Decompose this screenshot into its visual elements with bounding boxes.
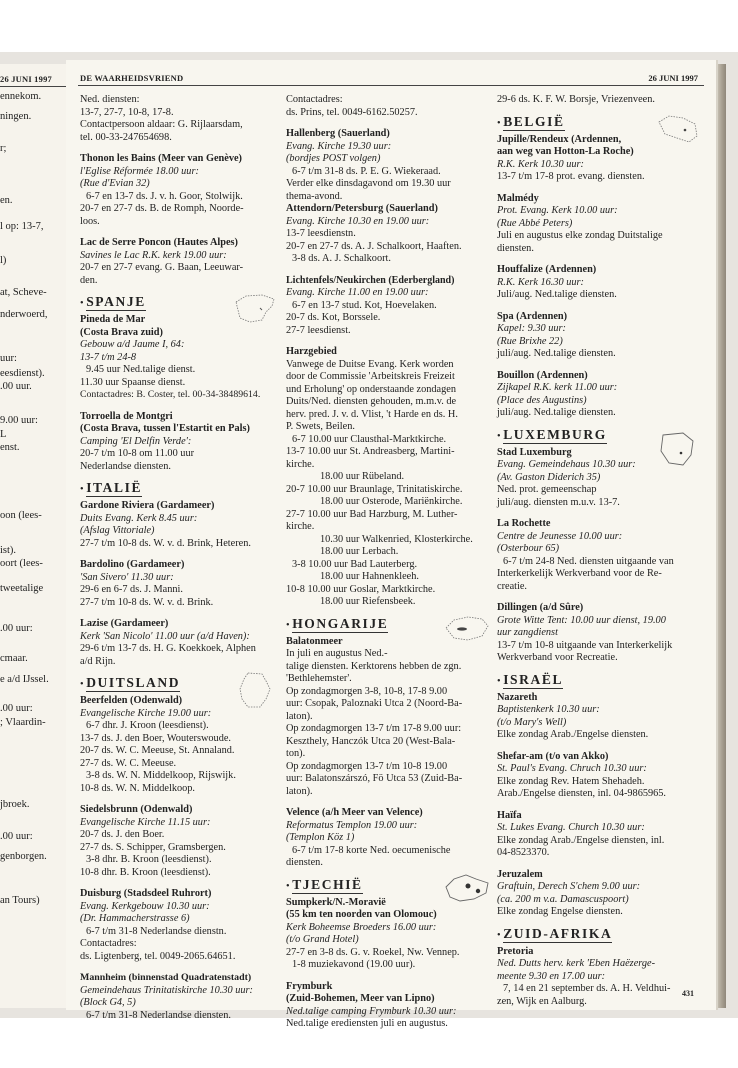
entry-title: Hallenberg (Sauerland) — [286, 128, 390, 139]
entry-pretoria — [497, 946, 701, 1009]
text-line: 6-7 t/m 24-8 Ned. diensten uitgaande van — [503, 555, 674, 567]
venue-line: 'San Sivero' 11.30 uur: — [80, 571, 174, 583]
venue-line: Ned. Dutts herv. kerk 'Eben Haëzerge- — [497, 958, 656, 969]
text-line: Op zondagmorgen 13-7 t/m 17-8 9.00 uur: — [286, 723, 462, 734]
venue-line: Kerk 'San Nicolo' 11.00 uur (a/d Haven): — [80, 630, 250, 642]
text-line: 27-7 t/m 10-8 ds. W. v. d. Brink. — [80, 596, 214, 608]
text-line: ds. Prins, tel. 0049-6162.50257. — [286, 106, 418, 118]
text-line: laton). — [286, 785, 313, 797]
text-line: 10.30 uur Walkenried, Klosterkirche. — [320, 533, 473, 545]
venue-line: Kerk Boheemse Broeders 16.00 uur: — [286, 921, 437, 933]
entry-title: Siedelsbrunn (Odenwald) — [80, 804, 193, 815]
text-line: 27-7 en 3-8 ds. G. v. Roekel, Nw. Vennep. — [286, 946, 460, 958]
text-line: 27-7 leesdienst. — [286, 324, 351, 336]
left-page-line: eesdienst). — [0, 368, 45, 379]
text-line: 18.00 uur Hahnenkleeh. — [320, 571, 419, 582]
text-line: Elke zondag Engelse diensten. — [497, 906, 623, 917]
text-line: 6-7 t/m 17-8 korte Ned. oecumenische — [292, 844, 451, 856]
venue-line: (t/o Grand Hotel) — [286, 934, 359, 945]
venue-line: Centre de Jeunesse 10.00 uur: — [497, 530, 623, 542]
text-line: kirche. — [286, 458, 315, 470]
entry-borsje — [497, 94, 701, 107]
country-heading-belgie — [497, 113, 701, 133]
venue-line: (Dr. Hammacherstrasse 6) — [80, 913, 190, 924]
country-heading-luxemburg — [497, 426, 701, 446]
venue-line: Evang. Gemeindehaus 10.30 uur: — [497, 459, 636, 470]
text-line: 10-8 dhr. B. Kroon (leesdienst). — [80, 866, 211, 878]
text-line: Elke zondag Arab./Engelse diensten, inl. — [497, 834, 665, 846]
text-line: 20-7 ds. Kot, Borssele. — [286, 312, 381, 323]
entry-title: Houffalize (Ardennen) — [497, 264, 597, 275]
entry-mannheim — [80, 972, 278, 1022]
text-line: 20-7 ds. J. den Boer. — [80, 829, 165, 840]
left-page-line: en. — [0, 195, 13, 206]
left-page-line: nderwoerd, — [0, 309, 48, 320]
text-line: door de Commissie 'Arbeitskreis Freizeit — [286, 371, 455, 382]
luxembourg-map-icon — [655, 431, 701, 469]
page-number: 431 — [682, 989, 694, 998]
text-line: Interkerkelijk Werkverband voor de Re- — [497, 568, 662, 579]
text-line: 11.30 uur Spaanse dienst. — [80, 376, 186, 388]
text-line: 6-7 en 13-7 ds. J. v. h. Goor, Stolwijk. — [86, 190, 243, 202]
country-heading-zuid-afrika — [497, 925, 701, 945]
text-line: uur: Balatonszárszó, Fö Utca 53 (Zuid-Ba- — [286, 773, 463, 784]
entry-title: Spa (Ardennen) — [497, 310, 568, 322]
text-line: Op zondagmorgen 3-8, 10-8, 17-8 9.00 — [286, 685, 448, 697]
entry-title: Jupille/Rendeux (Ardennen, — [497, 133, 622, 145]
bullet: • — [286, 880, 293, 892]
text-line: 13-7 ds. J. den Boer, Wouterswoude. — [80, 732, 231, 744]
text-line: 20-7 t/m 10-8 om 11.00 uur — [80, 448, 195, 459]
text-line: 27-7 ds. S. Schipper, Gramsbergen. — [80, 841, 226, 853]
text-line: 13-7 t/m 17-8 prot. evang. diensten. — [497, 171, 645, 182]
left-page-line: 9.00 uur: — [0, 415, 38, 426]
left-page-line: cmaar. — [0, 653, 28, 664]
venue-line: Evangelische Kirche 19.00 uur: — [80, 707, 212, 719]
header-rule — [78, 85, 704, 86]
bullet: • — [497, 117, 504, 129]
country-name: HONGARIJE — [292, 615, 389, 631]
text-line: a/d Rijn. — [80, 655, 116, 667]
text-line: P. Swets, Beilen. — [286, 421, 355, 432]
venue-line: (Rue Brixhe 22) — [497, 335, 563, 347]
text-line: 13-7 10.00 uur St. Andreasberg, Martini- — [286, 446, 455, 457]
left-page-line: tweetalige — [0, 583, 44, 594]
text-line: 18.00 uur Riefensbeek. — [320, 596, 416, 607]
venue-line: Kapel: 9.30 uur: — [497, 323, 566, 334]
entry-title: Torroella de Montgri — [80, 410, 173, 422]
country-heading-tsjechie — [286, 876, 490, 896]
entry-gardone — [80, 500, 278, 550]
country-heading-duitsland — [80, 677, 278, 694]
entry-thonon — [80, 153, 278, 228]
entry-bardolino — [80, 559, 278, 609]
text-line: ton). — [286, 748, 306, 759]
entry-title: Mannheim (binnenstad Quadratenstadt) — [80, 972, 252, 983]
bullet: • — [80, 679, 87, 690]
left-page-date: 26 JUNI 1997 — [0, 74, 52, 84]
entry-haifa — [497, 810, 701, 860]
entry-title: Nazareth — [497, 691, 538, 703]
page-edge — [716, 64, 726, 1008]
venue-line: Ned.talige camping Frymburk 10.30 uur: — [286, 1005, 457, 1017]
entry-title: Lac de Serre Poncon (Hautes Alpes) — [80, 237, 238, 248]
bullet: • — [80, 298, 87, 309]
text-line: 20-7 10.00 uur Braunlage, Trinitatiskirche. — [286, 483, 463, 495]
bullet: • — [80, 484, 87, 495]
text-line: 20-7 ds. W. C. Meeuse, St. Annaland. — [80, 745, 235, 756]
entry-lazise — [80, 618, 278, 668]
entry-title: Balatonmeer — [286, 635, 343, 647]
left-page-line: r; — [0, 143, 7, 154]
venue-line: (Av. Gaston Diderich 35) — [497, 471, 601, 483]
entry-velence — [286, 807, 490, 870]
text-line: In juli en augustus Ned.- — [286, 648, 388, 659]
entry-subtitle: (Costa Brava zuid) — [80, 326, 163, 338]
entry-spa — [497, 311, 701, 361]
venue-line: 13-7 t/m 24-8 — [80, 351, 137, 363]
text-line: Keszthely, Hanczók Utca 20 (West-Bala- — [286, 735, 456, 747]
entry-title: Jeruzalem — [497, 868, 543, 880]
venue-line: (Block G4, 5) — [80, 997, 136, 1008]
germany-map-icon — [232, 671, 278, 709]
entry-subtitle: (55 km ten noorden van Olomouc) — [286, 909, 437, 920]
entry-title: La Rochette — [497, 518, 551, 529]
text-line: 6-7 dhr. J. Kroon (leesdienst). — [86, 720, 209, 731]
text-line: Juli en augustus elke zondag Duitstalige — [497, 230, 663, 241]
entry-balatonmeer — [286, 636, 490, 799]
left-page-line: ennekom. — [0, 91, 42, 102]
bullet: • — [286, 619, 293, 631]
text-line: 27-7 10.00 uur Bad Harzburg, M. Luther- — [286, 508, 458, 520]
country-name: ZUID-AFRIKA — [503, 925, 613, 941]
text-line: 27-7 ds. W. C. Meeuse. — [80, 757, 177, 769]
venue-line: (Templon Köz 1) — [286, 832, 355, 843]
text-line: juli/aug. diensten m.u.v. 13-7. — [497, 496, 620, 508]
entry-title: Attendorn/Petersburg (Sauerland) — [286, 203, 438, 214]
text-line: 29-6 ds. K. F. W. Borsje, Vriezenveen. — [497, 94, 655, 105]
entry-jeruzalem — [497, 869, 701, 919]
left-page-line: l) — [0, 255, 7, 266]
left-page-line: jbroek. — [0, 799, 30, 810]
venue-line: Graftuin, Derech S'chem 9.00 uur: — [497, 881, 641, 892]
text-line: Verder elke dinsdagavond om 19.30 uur — [286, 178, 451, 189]
entry-lichtenfels — [286, 275, 490, 338]
text-line: juli/aug. Ned.talige diensten. — [497, 348, 616, 359]
venue-line: (Place des Augustins) — [497, 394, 587, 406]
entry-title: Lichtenfels/Neukirchen (Ederbergland) — [286, 274, 455, 286]
country-name: LUXEMBURG — [503, 426, 607, 442]
entry-siedelsbrunn — [80, 804, 278, 879]
page-date: 26 JUNI 1997 — [648, 73, 698, 83]
left-page-line: e a/d IJssel. — [0, 674, 49, 685]
text-line: Nederlandse diensten. — [80, 460, 171, 472]
entry-title: Bardolino (Gardameer) — [80, 559, 185, 570]
text-line: Contactadres: B. Coster, tel. 00-34-38489614. — [80, 389, 261, 400]
venue-line: Prot. Evang. Kerk 10.00 uur: — [497, 205, 618, 216]
text-line: Op zondagmorgen 13-7 t/m 10-8 19.00 — [286, 760, 448, 772]
text-line: Ned. prot. gemeenschap — [497, 484, 597, 495]
text-line: Arab./Engelse diensten, inl. 04-9865965. — [497, 788, 667, 799]
left-page-line: .00 uur: — [0, 703, 33, 714]
venue-line: (t/o Mary's Well) — [497, 716, 567, 728]
venue-line: Evang. Kirche 19.30 uur: — [286, 140, 392, 152]
column-2 — [286, 94, 490, 1040]
entry-torroella — [80, 411, 278, 474]
text-line: Contactadres: — [286, 94, 343, 105]
entry-frymburk — [286, 981, 490, 1031]
left-page-line: ; Vlaardin- — [0, 717, 46, 728]
column-3 — [497, 94, 701, 1017]
text-line: 3-8 10.00 uur Bad Lauterberg. — [292, 558, 418, 570]
text-line: Duits/Ned. diensten gehouden, m.m.v. de — [286, 396, 457, 407]
text-line: 6-7 10.00 uur Clausthal-Marktkirche. — [292, 433, 447, 445]
entry-subtitle: (Zuid-Bohemen, Meer van Lipno) — [286, 993, 435, 1004]
country-heading-israel — [497, 671, 701, 691]
venue-line: Savines le Lac R.K. kerk 19.00 uur: — [80, 249, 227, 261]
text-line: Juli/aug. Ned.talige diensten. — [497, 289, 617, 300]
text-line: 6-7 t/m 31-8 Nederlandse diensten. — [86, 1009, 231, 1021]
column-1 — [80, 94, 278, 1031]
text-line: tel. 00-33-247654698. — [80, 131, 172, 143]
entry-title: Duisburg (Stadsdeel Ruhrort) — [80, 888, 212, 899]
text-line: Ned.talige erediensten juli en augustus. — [286, 1018, 448, 1029]
left-page-line: oort (lees- — [0, 558, 43, 569]
entry-duisburg — [80, 888, 278, 963]
left-page-line: ningen. — [0, 111, 32, 122]
text-line: 3-8 ds. A. J. Schalkoort. — [292, 253, 391, 264]
country-heading-italie — [80, 482, 278, 499]
text-line: 1-8 muziekavond (19.00 uur). — [292, 959, 416, 970]
country-heading-spanje — [80, 296, 278, 313]
text-line: Ned. diensten: — [80, 94, 140, 105]
left-page-line: genborgen. — [0, 851, 47, 862]
venue-line: uur zangdienst — [497, 627, 558, 638]
venue-line: Gebouw a/d Jaume I, 64: — [80, 339, 185, 350]
text-line: herv. pred. J. v. d. Vlist, 't Harde en ds. H. — [286, 408, 458, 420]
text-line: zen, Wijk en Aalburg. — [497, 995, 587, 1007]
venue-line: (Afslag Vittoriale) — [80, 525, 155, 536]
venue-line: (bordjes POST volgen) — [286, 153, 381, 164]
country-name: DUITSLAND — [86, 675, 181, 690]
text-line: 04-8523370. — [497, 847, 550, 858]
country-name: TJECHIË — [292, 876, 363, 892]
venue-line: (ca. 200 m v.a. Damascuspoort) — [497, 893, 629, 905]
text-line: Contactpersoon aldaar: G. Rijlaarsdam, — [80, 119, 243, 130]
text-line: 18.00 uur Osterode, Mariënkirche. — [320, 496, 463, 507]
text-line: 29-6 en 6-7 ds. J. Manni. — [80, 584, 183, 595]
text-line: 13-7, 27-7, 10-8, 17-8. — [80, 106, 174, 118]
text-line: 9.45 uur Ned.talige dienst. — [86, 364, 196, 375]
left-page-line: enst. — [0, 442, 20, 453]
entry-title: Lazise (Gardameer) — [80, 618, 169, 629]
publication-title: DE WAARHEIDSVRIEND — [80, 73, 184, 83]
entry-title: Sumpkerk/N.-Moravië — [286, 896, 386, 908]
belgium-map-icon — [655, 112, 701, 150]
entry-title: Frymburk — [286, 980, 333, 992]
text-line: 27-7 t/m 10-8 ds. W. v. d. Brink, Heteren. — [80, 537, 251, 549]
entry-houffalize — [497, 264, 701, 302]
newspaper-page — [66, 60, 716, 1029]
text-line: 13-7 t/m 10-8 uitgaande van Interkerkelijk — [497, 639, 673, 651]
entry-ned-diensten — [80, 94, 278, 144]
venue-line: Grote Witte Tent: 10.00 uur dienst, 19.00 — [497, 614, 666, 626]
text-line: creatie. — [497, 580, 528, 592]
left-page-line: L — [0, 429, 7, 440]
text-line: loos. — [80, 215, 100, 227]
venue-line: Evang. Kirche 10.30 en 19.00 uur: — [286, 215, 430, 227]
text-line: 'Bethlehemster'. — [286, 673, 352, 684]
left-page-fragment — [0, 64, 66, 1008]
left-page-line: l op: 13-7, — [0, 221, 44, 232]
left-page-line: at, Scheve- — [0, 287, 47, 298]
text-line: kirche. — [286, 521, 315, 532]
text-line: 20-7 en 27-7 ds. A. J. Schalkoort, Haaften. — [286, 240, 462, 252]
entry-subtitle: (Costa Brava, tussen l'Estartit en Pals) — [80, 423, 250, 434]
venue-line: (Rue d'Evian 32) — [80, 178, 150, 189]
venue-line: R.K. Kerk 16.30 uur: — [497, 276, 584, 288]
text-line: 20-7 en 27-7 ds. B. de Romph, Noorde- — [80, 203, 244, 214]
entry-harzgebied — [286, 346, 490, 609]
country-name: ITALIË — [86, 480, 143, 495]
bullet: • — [497, 929, 504, 941]
entry-title: Pretoria — [497, 945, 534, 957]
country-name: ISRAËL — [503, 671, 564, 687]
venue-line: meente 9.30 en 17.00 uur: — [497, 970, 606, 982]
left-page-line: uur: — [0, 353, 17, 364]
text-line: diensten. — [286, 857, 323, 868]
text-line: und Erholung' op onderstaande zondagen — [286, 383, 456, 395]
left-page-line: ist). — [0, 545, 17, 556]
entry-title: Beerfelden (Odenwald) — [80, 695, 183, 706]
text-line: 18.00 uur Rübeland. — [320, 471, 405, 482]
venue-line: R.K. Kerk 10.30 uur: — [497, 158, 584, 170]
text-line: 6-7 t/m 31-8 ds. P. E. G. Wiekeraad. — [292, 165, 441, 177]
text-line: talige diensten. Kerktorens hebben de zgn. — [286, 660, 462, 672]
hungary-map-icon — [444, 614, 490, 644]
entry-shefar-am — [497, 751, 701, 801]
entry-beerfelden — [80, 695, 278, 795]
text-line: laton). — [286, 710, 313, 722]
venue-line: (Rue Abbé Peters) — [497, 217, 573, 229]
text-line: Werkverband voor Recreatie. — [497, 652, 618, 663]
entry-subtitle: aan weg van Hotton-La Roche) — [497, 146, 634, 157]
text-line: ds. Ligtenberg, tel. 0049-2065.64651. — [80, 950, 236, 962]
text-line: 10-8 10.00 uur Goslar, Marktkirche. — [286, 583, 436, 595]
text-line: juli/aug. Ned.talige diensten. — [497, 407, 616, 418]
country-name: SPANJE — [86, 294, 146, 309]
text-line: diensten. — [497, 242, 534, 254]
text-line: 7, 14 en 21 september ds. A. H. Veldhui- — [503, 983, 671, 994]
venue-line: St. Paul's Evang. Chruch 10.30 uur: — [497, 763, 647, 774]
entry-hallenberg — [286, 128, 490, 266]
venue-line: Zijkapel R.K. kerk 11.00 uur: — [497, 382, 618, 393]
venue-line: Evangelische Kirche 11.15 uur: — [80, 816, 211, 828]
country-heading-hongarije — [286, 615, 490, 635]
czech-map-icon — [444, 871, 490, 909]
venue-line: Reformatus Templon 19.00 uur: — [286, 819, 418, 831]
entry-dillingen — [497, 602, 701, 665]
entry-nazareth — [497, 692, 701, 742]
entry-la-rochette — [497, 518, 701, 593]
bullet: • — [497, 430, 504, 442]
entry-title: Haïfa — [497, 809, 522, 821]
text-line: 13-7 leesdienstn. — [286, 228, 356, 239]
entry-title: Pineda de Mar — [80, 314, 146, 325]
venue-line: St. Lukes Evang. Church 10.30 uur: — [497, 822, 645, 833]
text-line: 18.00 uur Lerbach. — [320, 546, 399, 557]
text-line: Elke zondag Rev. Hatem Shehadeh. — [497, 775, 645, 787]
venue-line: Baptistenkerk 10.30 uur: — [497, 704, 600, 715]
entry-title: Gardone Riviera (Gardameer) — [80, 500, 215, 511]
left-page-line: oon (lees- — [0, 510, 42, 521]
venue-line: Evang. Kerkgebouw 10.30 uur: — [80, 900, 210, 912]
left-page-line: .00 uur: — [0, 623, 33, 634]
venue-line: Evang. Kirche 11.00 en 19.00 uur: — [286, 287, 429, 298]
text-line: 20-7 en 27-7 evang. G. Baan, Leeuwar- — [80, 262, 244, 273]
left-page-line: an Tours) — [0, 895, 40, 906]
text-line: uur: Csopak, Paloznaki Utca 2 (Noord-Ba- — [286, 698, 463, 709]
country-name: BELGIË — [503, 113, 565, 129]
entry-malmedy — [497, 193, 701, 256]
entry-title: Bouillon (Ardennen) — [497, 369, 588, 381]
entry-contactadres — [286, 94, 490, 119]
entry-title: Harzgebied — [286, 346, 337, 357]
bullet: • — [497, 675, 504, 687]
entry-serre-poncon — [80, 237, 278, 287]
text-line: Elke zondag Arab./Engelse diensten. — [497, 729, 649, 740]
text-line: 3-8 dhr. B. Kroon (leesdienst). — [86, 854, 212, 865]
text-line: 10-8 ds. W. N. Middelkoop. — [80, 782, 195, 794]
text-line: Vanwege de Duitse Evang. Kerk worden — [286, 358, 454, 370]
text-line: den. — [80, 274, 98, 286]
entry-title: Malmédy — [497, 192, 539, 204]
text-line: 6-7 t/m 31-8 Nederlandse dienstn. — [86, 925, 227, 937]
text-line: 3-8 ds. W. N. Middelkoop, Rijswijk. — [86, 770, 236, 781]
text-line: thema-avond. — [286, 190, 343, 202]
entry-title: Stad Luxemburg — [497, 446, 572, 458]
venue-line: (Osterbour 65) — [497, 543, 560, 554]
text-line: 29-6 t/m 13-7 ds. H. G. Koekkoek, Alphen — [80, 643, 256, 654]
venue-line: Gemeindehaus Trinitatiskirche 10.30 uur: — [80, 984, 253, 996]
text-line: 6-7 en 13-7 stud. Kot, Hoevelaken. — [292, 299, 437, 311]
left-page-rule — [0, 86, 66, 87]
entry-title: Velence (a/h Meer van Velence) — [286, 807, 423, 818]
left-page-line: .00 uur. — [0, 381, 32, 392]
text-line: Contactadres: — [80, 938, 137, 949]
venue-line: l'Eglise Réformée 18.00 uur: — [80, 165, 199, 177]
venue-line: Camping 'El Delfin Verde': — [80, 435, 192, 447]
entry-title: Thonon les Bains (Meer van Genève) — [80, 153, 242, 164]
entry-title: Dillingen (a/d Sûre) — [497, 602, 584, 613]
left-page-line: .00 uur: — [0, 831, 33, 842]
entry-bouillon — [497, 370, 701, 420]
spain-map-icon — [232, 290, 278, 328]
entry-title: Shefar-am (t/o van Akko) — [497, 750, 609, 762]
venue-line: Duits Evang. Kerk 8.45 uur: — [80, 512, 198, 524]
